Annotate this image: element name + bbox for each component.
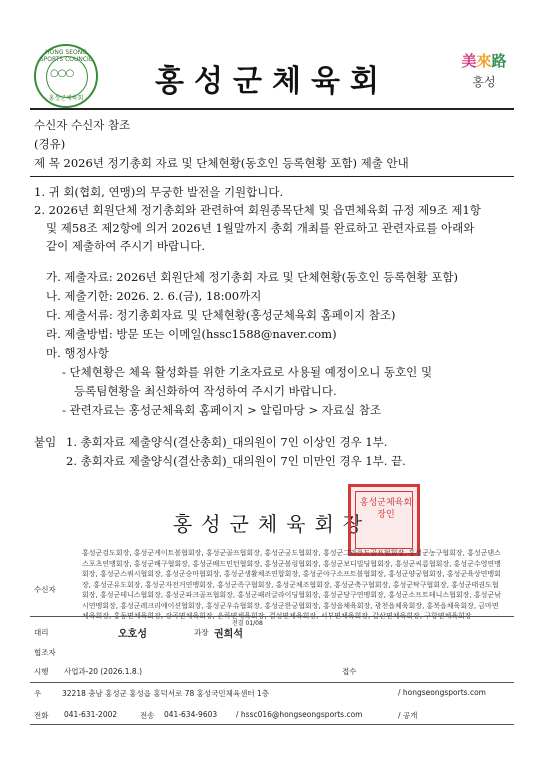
city-brand-mark: 美來路 bbox=[461, 52, 507, 70]
seal-text: 홍성군체육회장인 bbox=[359, 498, 413, 520]
attachment-2: 2. 총회자료 제출양식(결산총회)_대의원이 7인 미만인 경우 1부. 끝. bbox=[66, 454, 406, 468]
office-address: 32218 충남 홍성군 홍성읍 홍덕서로 78 홍성국민체육센터 1층 bbox=[62, 689, 270, 698]
recipients-list: 홍성군검도회장, 홍성군게이트볼협회장, 홍성군골프협회장, 홍성군궁도협회장, 홍성군그라운드골프협회장, 홍성군농구협회장, 홍성군댄스스포츠연맹회장, 홍성군배구협회장, 홍성군배드민턴협회장, 홍성군볼링협회장, 홍성군보디빌딩협회장, 홍성군씨름협회장, 홍성군수영연맹회장, 홍성군스쿼시협회장, 홍성군승마협회장, 홍성군생활체조연합회장, 홍성군야구소프트볼협회장, 홍성군양궁협회장, 홍성군육상연맹회장, 홍성군유도회장, 홍성군자전거연맹회장, 홍성군족구협회장, 홍성군체조협회장, 홍성군축구협회장, 홍성군탁구협회장, 홍성군태권도협회장, 홍성군테니스협회장, 홍성군파크골프협회장, 홍성군패러글라이딩협회장, 홍성군당구연맹회장, 홍성군소프트테니스협회장, 홍성군낚시연맹회장, 홍성군레크리에이션협회장, 홍성군우슈협회장, 홍성군한궁협회장, 홍성읍체육회장, 광천읍체육회장, 홍북읍체육회장, 금마면체육회장, 홍동면체육회장, 장곡면체육회장, 은하면체육회장, 결성면체육회장, 서부면체육회장, 갈산면체육회장, 구항면체육회장 bbox=[82, 549, 501, 620]
emblem-top-text: HONG SEONG SPORTS COUNCIL bbox=[39, 49, 93, 63]
emblem-bottom-text: 홍성군체육회 bbox=[48, 95, 84, 102]
sender-signature: 홍성군체육회장 bbox=[172, 512, 372, 536]
note-1: - 단체현황은 체육 활성화를 위한 기초자료로 사용될 예정이오니 동호인 및 bbox=[62, 365, 433, 379]
note-2: - 관련자료는 홍성군체육회 홈페이지 > 알림마당 > 자료실 참조 bbox=[62, 403, 382, 417]
item-a: 가. 제출자료: 2026년 회원단체 정기총회 자료 및 단체현황(동호인 등록현황 포함) bbox=[46, 270, 458, 284]
homepage-link[interactable]: / hongseongsports.com bbox=[398, 688, 486, 697]
city-brand-logo bbox=[452, 50, 516, 90]
decision-mark: 전결 01/08 bbox=[232, 620, 263, 627]
body-paragraph-2-line-2: 및 제58조 제2항에 의거 2026년 1월말까지 총회 개최를 완료하고 관련자료를 아래와 bbox=[46, 221, 475, 235]
attachment-1: 1. 총회자료 제출양식(결산총회)_대의원이 7인 이상인 경우 1부. bbox=[66, 435, 388, 449]
item-e: 마. 행정사항 bbox=[46, 346, 109, 360]
official-seal-stamp bbox=[348, 484, 420, 556]
recipients-label: 수신자 bbox=[34, 585, 56, 594]
phone-label: 전화 bbox=[34, 711, 49, 720]
header-divider bbox=[30, 108, 514, 110]
footer-divider-top bbox=[30, 616, 514, 617]
page-title: 홍성군체육회 bbox=[155, 64, 389, 99]
item-b: 나. 제출기한: 2026. 2. 6.(금), 18:00까지 bbox=[46, 289, 262, 303]
cooperator-label: 협조자 bbox=[34, 648, 56, 657]
body-paragraph-2-line-1: 2. 2026년 회원단체 정기총회와 관련하여 회원종목단체 및 읍면체육회 규정 제9조 제1항 bbox=[34, 203, 481, 217]
disclosure-status: / 공개 bbox=[398, 711, 418, 720]
item-d: 라. 제출방법: 방문 또는 이메일(hssc1588@naver.com) bbox=[46, 327, 337, 341]
footer-divider-bottom bbox=[30, 724, 514, 725]
body-paragraph-1: 1. 귀 회(협회, 연맹)의 무궁한 발전을 기원합니다. bbox=[34, 185, 284, 199]
approver-name: 오호성 bbox=[118, 629, 147, 640]
fax-number: 041-634-9603 bbox=[164, 710, 218, 719]
head-name: 권희석 bbox=[214, 629, 243, 640]
body-paragraph-2-line-3: 같이 제출하여 주시기 바랍니다. bbox=[46, 239, 206, 253]
footer-divider-mid bbox=[30, 682, 514, 683]
enforce-label: 시행 bbox=[34, 667, 49, 676]
note-1-continued: 등록팀현황을 최신화하여 작성하여 주시기 바랍니다. bbox=[74, 384, 337, 398]
head-label: 과장 bbox=[194, 628, 209, 637]
item-c: 다. 제출서류: 정기총회자료 및 단체현황(홍성군체육회 홈페이지 참조) bbox=[46, 308, 396, 322]
email-link[interactable]: / hssc016@hongseongsports.com bbox=[236, 710, 363, 719]
subject-divider bbox=[30, 176, 514, 177]
approver-label: 대리 bbox=[34, 628, 49, 637]
olympic-rings-icon: ○○○ bbox=[50, 68, 74, 79]
fax-label: 전송 bbox=[140, 711, 155, 720]
via-line: (경유) bbox=[34, 137, 66, 151]
phone-number: 041-631-2002 bbox=[64, 710, 118, 719]
recipient-line: 수신자 수신자 참조 bbox=[34, 118, 131, 132]
attachment-label: 붙임 bbox=[34, 435, 57, 449]
enforce-value: 사업과-20 (2026.1.8.) bbox=[64, 667, 143, 676]
zip-label: 우 bbox=[34, 689, 42, 698]
receipt-label: 접수 bbox=[342, 667, 357, 676]
city-name: 홍성 bbox=[472, 75, 496, 89]
subject-line: 제 목 2026년 정기총회 자료 및 단체현황(동호인 등록현황 포함) 제출 안내 bbox=[34, 156, 409, 170]
